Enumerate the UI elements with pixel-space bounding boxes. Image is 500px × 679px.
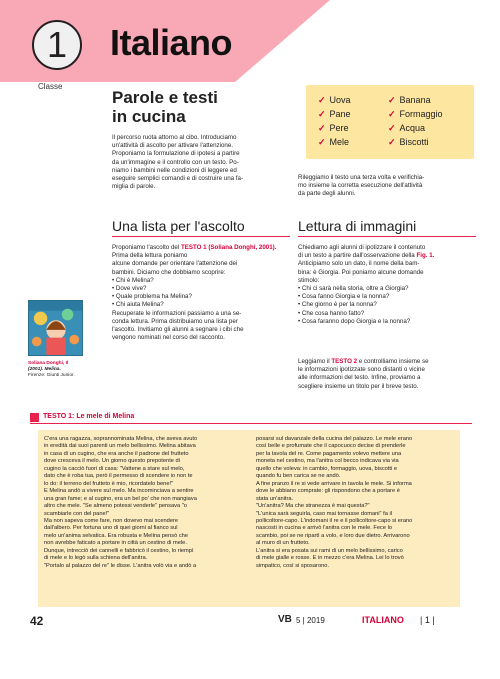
subject-title: Italiano: [110, 22, 233, 63]
question-item: • Che giorno è per la nonna?: [298, 301, 377, 309]
page-headline: Parole e testi in cucina: [112, 88, 218, 126]
word-item: ✓ Pere: [318, 121, 351, 135]
question-item: • Chi è Melina?: [112, 276, 154, 284]
story-box: [38, 430, 460, 607]
issue-number: 5 | 2019: [296, 616, 325, 625]
story-column-2: posarsi sul davanzale della cucina del palazzo. Le mele erano così belle e profumate che il capocuoco decise di prenderle per la tavola del re. Come pagamento volevo mettere una moneta nel cestino, ma l'anitra col becco indicava via via quello che voleva: in cambio, formaggio, uova, biscotti e quando fu ben carica se ne andò. A fine pranzo il re si vede arrivare in tavola le mele. Si informa dove le abbiano comprate: gli rispondono che a portare è stata un'anitra. "Un'anitra? Ma che stranezza è mai questa?" "L'unica sarà seguirla, caso mai tornasse domani" fa il pollicoltore-capo. L'indomani il re e il pollicoltore-capo si erano nascosti in cucina e arrivò l'anitra con le mele. Fece lo scambio, poi se ne ripartì a volo, e loro due dietro. Arrivarono al muro di un frutteto. L'anitra si era posata sui rami di un melo bellissimo, carico di mele gialle e rosse. E in mezzo c'era Melina. Lei lo trovò simpatico, così si sposarono.: [256, 436, 413, 569]
book-cover-image: [28, 300, 83, 356]
grade-number: 1: [46, 24, 68, 65]
word-column-1: [318, 93, 351, 149]
word-column-2: [388, 93, 443, 149]
story-title: TESTO 1: Le mele di Melina: [43, 413, 135, 420]
question-item: • Che cosa hanno fatto?: [298, 309, 365, 317]
story-title-marker: [30, 413, 39, 422]
images-paragraph: Chiediamo agli alunni di ipotizzare il contenuto di un testo a partire dall'osservazione della Fig. 1. Anticipiamo solo un dato, il nome della bam- bina: è Giorgia. Poi poniamo alcune domande stimolo: • Chi ci sarà nella storia, oltre a Giorgia? • Cosa fanno Giorgia e la nonna? • Che giorno è per la nonna? • Che cosa hanno fatto? • Cosa faranno dopo Giorgia e la nonna?: [298, 244, 478, 326]
food-word-box: [306, 85, 474, 159]
question-item: • Quale problema ha Melina?: [112, 293, 192, 301]
reread-paragraph: Rileggiamo il testo una terza volta e verifichia- mo insieme la corretta esecuzione dell'attività da parte degli alunni.: [298, 174, 425, 198]
intro-paragraph: Il percorso ruota attorno al cibo. Introduciamo un'attività di ascolto per attivare l'attenzione. Proponiamo la formulazione di ipotesi a partire da un'immagine e il controllo con un testo. Po- niamo i bambini nelle condizioni di leggere ed eseguire semplici comandi e di costruire una fa- miglia di parole.: [112, 134, 244, 191]
story-column-1: C'era una ragazza, soprannominata Melina, che aveva avuto in eredità dai suoi parenti un melo bellissimo. Melina abitava in casa di un cugino, che era anche il padrone del frutteto dove cresceva il melo. Un giorno questo prepotente di cugino la cacciò fuori di casa: "Vattene a stare sul melo, dato che è roba tua, però il permesso di scendere io non te lo do: il terreno del frutteto è mio, ricordatelo bene!" E Melina andò a vivere sul melo. Ma incominciava a sentire una gran fame; e al cugino, era un bel po' che non mangiava altro che mele. "Se almeno potessi venderle" pensava "o scambiarle con del pane!" Ma non sapeva come fare, non dovevo mai scendere dall'albero. Per fortuna uno di quei giorni al fianco sul melo un'anima selvatica. Era robusta e Melina pensò che non avrebbe faticato a portare in città un cestino di mele. Dunque, intrecciò dei cannelli e fabbricò il cestino, lo riempì di mele e lo legò sulla schiena dell'anitra. "Portalo al palazzo del re" le disse. L'anitra volò via e andò a: [44, 436, 198, 569]
word-item: ✓ Pane: [318, 107, 351, 121]
question-item: • Chi aiuta Melina?: [112, 301, 164, 309]
word-item: ✓ Acqua: [388, 121, 443, 135]
grade-badge: [32, 20, 82, 70]
book-caption: Soliana Donghi, Il (2001). Melina. Firenze: Giunti Junior.: [28, 361, 75, 378]
word-item: ✓ Biscotti: [388, 135, 443, 149]
images-paragraph-2: Leggiamo il TESTO 2 e controlliamo insieme se le informazioni ipotizzate sono distanti o vicine alle informazioni del testo. Infine, proviamo a scegliere insieme un titolo per il breve testo.: [298, 358, 429, 390]
word-item: ✓ Mele: [318, 135, 351, 149]
footer-section: ITALIANO: [362, 615, 404, 625]
magazine-logo: VB: [278, 614, 292, 625]
word-item: ✓ Uova: [318, 93, 351, 107]
word-item: ✓ Formaggio: [388, 107, 443, 121]
grade-label: Classe: [38, 82, 63, 91]
footer-section-number: | 1 |: [420, 615, 435, 625]
listening-paragraph: Proponiamo l'ascolto del TESTO 1 (Soliana Donghi, 2001). Prima della lettura poniamo alcune domande per orientare l'attenzione dei bambini. Diciamo che dobbiamo scoprire: • Chi è Melina? • Dove vive? • Quale problema ha Melina? • Chi aiuta Melina? Recuperate le informazioni passiamo a una se- conda lettura. Prima distribuiamo una lista per l'ascolto. Invitiamo gli alunni a segnare i cibi che vengono nominati nel corso del racconto.: [112, 244, 292, 342]
word-item: ✓ Banana: [388, 93, 443, 107]
question-item: • Dove vive?: [112, 285, 147, 293]
question-item: • Chi ci sarà nella storia, oltre a Giorgia?: [298, 285, 409, 293]
question-item: • Cosa faranno dopo Giorgia e la nonna?: [298, 317, 411, 325]
section-title-images: Lettura di immagini: [298, 218, 476, 237]
question-item: • Cosa fanno Giorgia e la nonna?: [298, 293, 390, 301]
section-title-listening: Una lista per l'ascolto: [112, 218, 290, 237]
page-number: 42: [30, 614, 44, 628]
